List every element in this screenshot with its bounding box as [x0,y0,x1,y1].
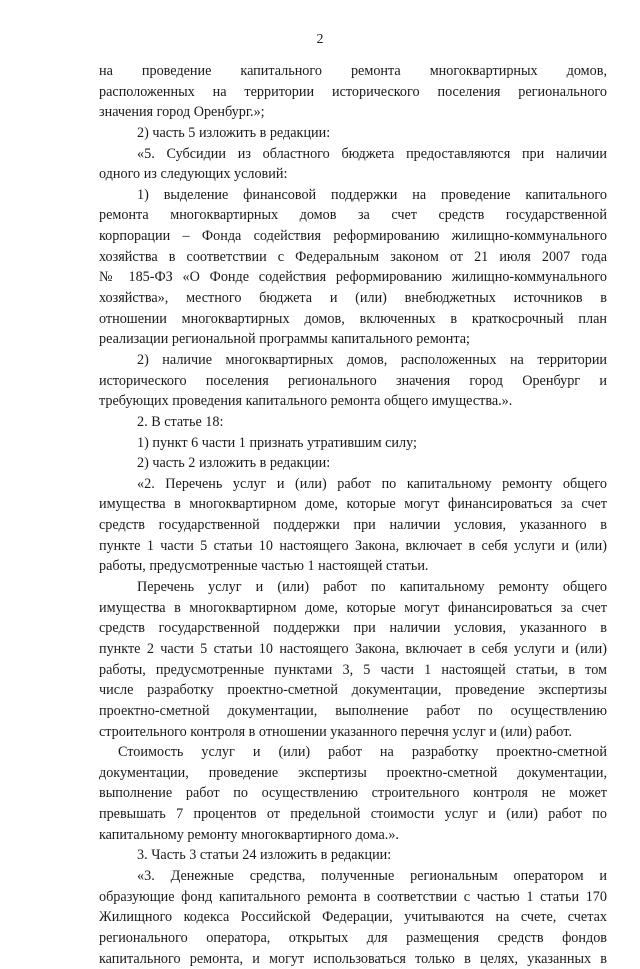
text-line: исторического поселения регионального значения город Оренбург и [99,372,607,389]
text-line: расположенных на территории исторического поселения регионального [99,83,607,100]
text-line: пункте 1 части 5 статьи 10 настоящего Закона, включает в себя услуги и (или) [99,537,607,554]
text-line: 2) часть 5 изложить в редакции: [137,124,331,141]
text-line: средств государственной поддержки при наличии условия, указанного в [99,517,607,534]
text-line: на проведение капитального ремонта многоквартирных домов, [99,63,607,79]
text-line: капитального ремонта, и могут использоваться только в целях, указанных в [99,950,607,967]
text-line: капитальному ремонту многоквартирного дома.». [99,826,399,843]
text-line: средств государственной поддержки при наличии условия, указанного в [99,620,607,637]
text-line: Стоимость услуг и (или) работ на разработку проектно-сметной [118,744,607,761]
text-line: пункте 2 части 5 статьи 10 настоящего Закона, включает в себя услуги и (или) [99,640,607,657]
text-line: хозяйства в соответствии с Федеральным законом от 21 июля 2007 года [99,248,607,265]
text-line: 2) наличие многоквартирных домов, расположенных на территории [137,351,607,368]
text-line: «2. Перечень услуг и (или) работ по капитальному ремонту общего [137,475,607,492]
text-line: 2. В статье 18: [137,413,224,430]
text-line: работы, предусмотренные пунктами 3, 5 части 1 настоящей статьи, в том [99,661,607,678]
text-line: документации, проведение экспертизы проектно-сметной документации, [99,764,607,781]
text-line: строительного контроля в отношении указанного перечня услуг и (или) работ. [99,723,572,740]
text-line: имущества в многоквартирном доме, которые могут финансироваться за счет [99,599,607,616]
text-line: проектно-сметной документации, выполнение работ по осуществлению [99,702,607,719]
text-line: одного из следующих условий: [99,166,288,183]
text-line: Жилищного кодекса Российской Федерации, учитываются на счете, счетах [99,909,607,926]
text-line: имущества в многоквартирном доме, которые могут финансироваться за счет [99,496,607,513]
text-line: регионального оператора, открытых для размещения средств фондов [99,929,607,946]
page-number: 2 [316,32,324,47]
text-line: числе разработку проектно-сметной документации, проведение экспертизы [99,682,607,699]
text-line: значения город Оренбург.»; [99,104,265,121]
text-line: 1) пункт 6 части 1 признать утратившим силу; [137,434,417,451]
text-line: 3. Часть 3 статьи 24 изложить в редакции: [137,847,392,864]
text-line: требующих проведения капитального ремонта общего имущества.». [99,393,513,410]
text-line: работы, предусмотренные частью 1 настоящей статьи. [99,558,429,575]
text-line: корпорации – Фонда содействия реформированию жилищно-коммунального [99,228,607,245]
text-line: 2) часть 2 изложить в редакции: [137,455,331,472]
text-line: «3. Денежные средства, полученные региональным оператором и [137,867,607,884]
text-line: 1) выделение финансовой поддержки на проведение капитального [137,186,607,203]
text-line: «5. Субсидии из областного бюджета предоставляются при наличии [137,145,607,162]
document-body [99,61,607,969]
text-line: № 185-ФЗ «О Фонде содействия реформированию жилищно-коммунального [99,269,607,286]
text-line: отношении многоквартирных домов, включенных в краткосрочный план [99,310,607,327]
text-line: образующие фонд капитального ремонта в соответствии с частью 1 статьи 170 [99,888,607,905]
text-line: реализации региональной программы капитального ремонта; [99,331,470,348]
text-line: ремонта многоквартирных домов за счет средств государственной [99,207,607,224]
text-line: Перечень услуг и (или) работ по капитальному ремонту общего [137,579,607,596]
text-line: превышать 7 процентов от предельной стоимости услуг и (или) работ по [99,806,607,823]
text-line: хозяйства», местного бюджета и (или) внебюджетных источников в [99,290,607,307]
text-line: выполнение работ по осуществлению строительного контроля не может [99,785,607,802]
